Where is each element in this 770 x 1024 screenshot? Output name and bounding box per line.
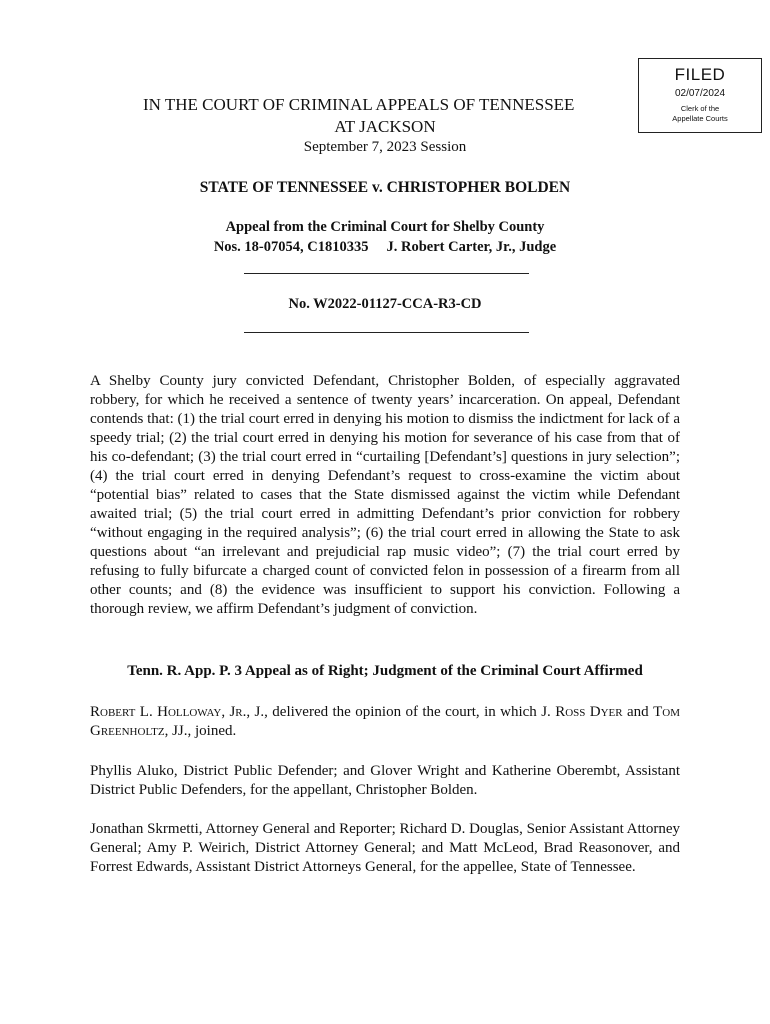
stamp-filed-label: FILED	[674, 65, 726, 84]
session-date: September 7, 2023 Session	[303, 139, 467, 155]
court-location: AT JACKSON	[334, 117, 436, 136]
stamp-clerk-line2: Appellate Courts	[672, 114, 728, 123]
concurring-judge-1: J. Ross Dyer	[541, 704, 623, 720]
opinion-author: Robert L. Holloway, Jr., J.	[90, 704, 265, 720]
divider-top	[244, 273, 529, 274]
case-summary: A Shelby County jury convicted Defendant, Christopher Bolden, of especially aggravated robbery, for which he received a sentence of twenty years’ incarceration. On appeal, Defendant contends that: (1) the trial court erred in denying his motion to dismiss the indictment for lack of a speedy trial; (2) the trial court erred in denying his motion for severance of his case from that of his co-defendant; (3) the trial court erred in “curtailing [Defendant’s] questions in jury selection”; (4) the trial court erred in denying Defendant’s request to cross-examine the victim about “potential bias” related to cases that the State dismissed against the victim while Defendant awaited trial; (5) the trial court erred in admitting Defendant’s prior conviction for robbery “without engaging in the required analysis”; (6) the trial court erred in allowing the State to ask questions about “an irrelevant and prejudicial rap music video”; (7) the trial court erred by refusing to fully bifurcate a charged count of convicted felon in possession of a firearm from all other counts; and (8) the evidence was insufficient to support his conviction. Following a thorough review, we affirm Defendant’s judgment of conviction.	[90, 373, 680, 617]
opinion-and: and	[622, 704, 654, 720]
case-numbers-line	[0, 239, 770, 256]
appeal-from: Appeal from the Criminal Court for Shelby County	[225, 219, 545, 235]
disposition: Tenn. R. App. P. 3 Appeal as of Right; Judgment of the Criminal Court Affirmed	[127, 663, 643, 679]
counsel-appellee: Jonathan Skrmetti, Attorney General and Reporter; Richard D. Douglas, Senior Assistant Attorney General; Amy P. Weirich, District Attorney General; and Matt McLeod, Brad Reasonover, and Forrest Edwards, Assistant District Attorneys General, for the appellee, State of Tennessee.	[90, 821, 680, 875]
trial-judge: J. Robert Carter, Jr., Judge	[386, 239, 557, 255]
stamp-date: 02/07/2024	[674, 88, 726, 99]
concurring-judge-2: Tom Greenholtz, JJ.	[90, 704, 680, 739]
stamp-clerk-line1: Clerk of the	[680, 104, 720, 113]
court-name: IN THE COURT OF CRIMINAL APPEALS OF TENNESSEE	[143, 95, 575, 114]
case-caption: STATE OF TENNESSEE v. CHRISTOPHER BOLDEN	[199, 179, 571, 196]
docket-number: No. W2022-01127-CCA-R3-CD	[288, 296, 482, 312]
counsel-appellant: Phyllis Aluko, District Public Defender; and Glover Wright and Katherine Oberembt, Assistant District Public Defenders, for the appellant, Christopher Bolden.	[90, 763, 680, 798]
case-numbers: Nos. 18-07054, C1810335	[213, 239, 369, 255]
opinion-end: , joined.	[187, 723, 237, 739]
opinion-text: , delivered the opinion of the court, in which	[264, 704, 542, 720]
opinion-authorship	[90, 703, 680, 741]
divider-bottom	[244, 332, 529, 333]
